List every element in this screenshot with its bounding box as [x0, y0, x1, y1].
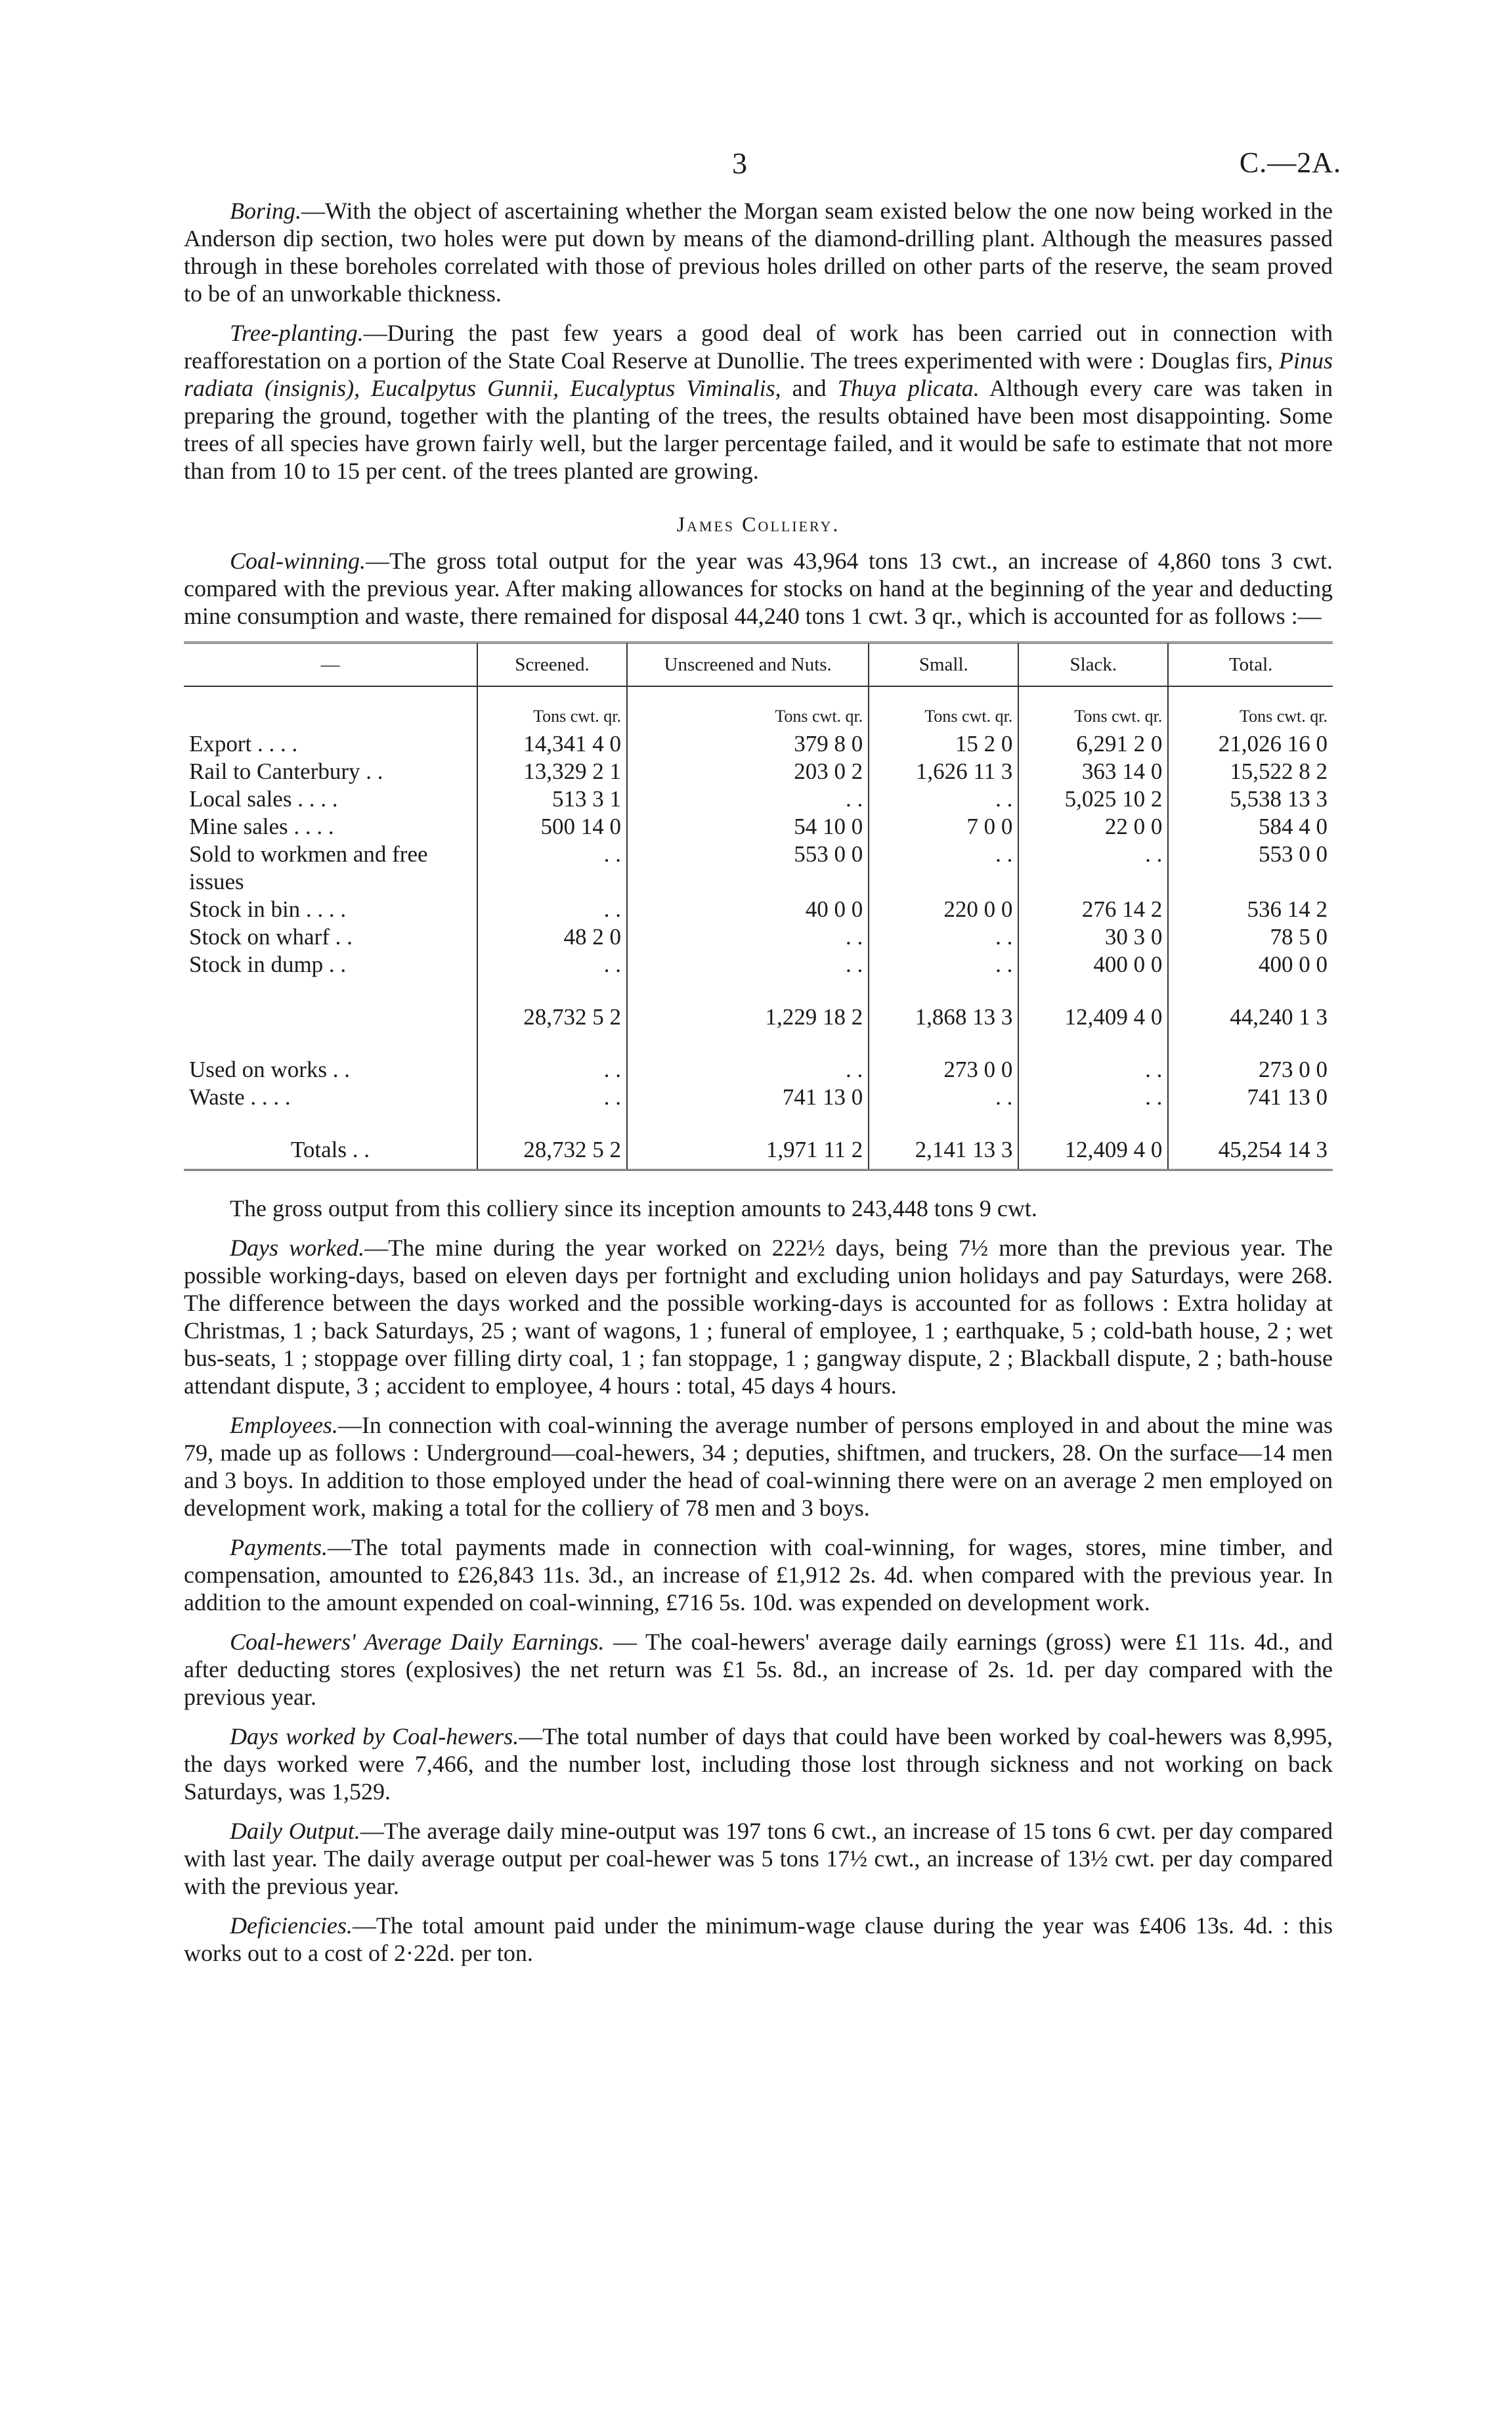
paragraph-text: —With the object of ascertaining whether the Morgan seam existed below the one now being worked in the Anderson dip section, two holes were put down by means of the diamond-drilling plant. Although the measures passed through in these boreholes correlated with those of previous holes drilled on other parts of the reserve, the seam proved to be of an unworkable thickness. [184, 198, 1333, 307]
table-cell: 276 14 2 [1018, 896, 1168, 923]
table-cell: 7 0 0 [869, 813, 1018, 841]
paragraph-lead: Coal-hewers' Average Daily Earnings. [230, 1629, 605, 1655]
totals-row [184, 1131, 1333, 1170]
paragraph-earnings [184, 1628, 1333, 1711]
paragraph-lead: Employees. [230, 1412, 338, 1438]
totals-label: Totals . . [290, 1137, 370, 1162]
units-label: Tons cwt. qr. [1018, 686, 1168, 730]
subtotal-cell: 1,868 13 3 [869, 998, 1018, 1036]
table-row [184, 923, 1333, 951]
paragraph-text: —The gross total output for the year was 43,964 tons 13 cwt., an increase of 4,860 tons 3 cwt. compared with the previous year. After making allowances for stocks on hand at the beginning of the year and deducting mine consumption and waste, there remained for disposal 44,240 tons 1 cwt. 3 qr., which is accounted for as follows :— [184, 548, 1333, 629]
row-label: Used on works . . [189, 1057, 350, 1082]
paragraph-days-worked [184, 1234, 1333, 1399]
table-cell: 15,522 8 2 [1168, 758, 1333, 785]
paragraph-lead: Coal-winning. [230, 548, 366, 574]
row-label: Stock on wharf . . [189, 924, 353, 950]
table-cell: . . [477, 1056, 627, 1084]
paragraph-text: —The total amount paid under the minimum-wage clause during the year was £406 13s. 4d. : this works out to a cost of 2·22d. per ton. [184, 1912, 1333, 1966]
paragraph-text: —During the past few years a good deal of work has been carried out in connection with reafforestation on a portion of the State Coal Reserve at Dunollie. The trees experimented with were : Douglas firs, [184, 320, 1333, 374]
paragraph-coal-winning [184, 547, 1333, 630]
table-header-row [184, 643, 1333, 687]
column-header: Small. [869, 643, 1018, 687]
row-label: Stock in dump . . [189, 952, 347, 977]
paragraph-text: —The mine during the year worked on 222½ days, being 7½ more than the previous year. The possible working-days, based on eleven days per fortnight and excluding union holidays and pay Saturdays, were 268. The difference between the days worked and the possible working-days is accounted for as follows : Extra holiday at Christmas, 1 ; back Saturdays, 25 ; want of wagons, 1 ; funeral of employee, 1 ; earthquake, 5 ; cold-bath house, 2 ; wet bus-seats, 1 ; stoppage over filling dirty coal, 1 ; fan stoppage, 1 ; gangway dispute, 2 ; Blackball dispute, 2 ; bath-house attendant dispute, 3 ; accident to employee, 4 hours : total, 45 days 4 hours. [184, 1235, 1333, 1399]
table-cell: 6,291 2 0 [1018, 730, 1168, 758]
table-cell: 400 0 0 [1168, 951, 1333, 979]
document-code: C.—2A. [1239, 146, 1341, 179]
table-cell: 513 3 1 [477, 785, 627, 813]
row-label: Waste . . . . [189, 1084, 291, 1110]
row-label: Mine sales . . . . [189, 814, 334, 839]
table-cell: 13,329 2 1 [477, 758, 627, 785]
table-cell: . . [627, 785, 869, 813]
page-body [184, 197, 1333, 1979]
table-cell: . . [477, 841, 627, 896]
table-cell: . . [1018, 1056, 1168, 1084]
totals-cell: 28,732 5 2 [477, 1131, 627, 1170]
paragraph-lead: Deficiencies. [230, 1912, 353, 1939]
column-header: — [184, 643, 477, 687]
column-header: Total. [1168, 643, 1333, 687]
table-cell: . . [1018, 841, 1168, 896]
subtotal-cell: 44,240 1 3 [1168, 998, 1333, 1036]
subtotal-cell: 28,732 5 2 [477, 998, 627, 1036]
table-spacer [184, 979, 1333, 998]
table-cell: . . [869, 951, 1018, 979]
paragraph-gross-output [184, 1195, 1333, 1222]
row-label: Rail to Canterbury . . [189, 759, 383, 784]
paragraph-lead: Daily Output. [230, 1818, 360, 1844]
paragraph-text: —In connection with coal-winning the average number of persons employed in and about the mine was 79, made up as follows : Underground—coal-hewers, 34 ; deputies, shiftmen, and truckers, 28. On the surface—14 men and 3 boys. In addition to those employed under the head of coal-winning there were on an average 2 men employed on development work, making a total for the colliery of 78 men and 3 boys. [184, 1412, 1333, 1521]
table-cell: 54 10 0 [627, 813, 869, 841]
row-label: Stock in bin . . . . [189, 896, 347, 922]
paragraph-text: The gross output from this colliery since its inception amounts to 243,448 tons 9 cwt. [230, 1195, 1037, 1221]
table-row [184, 813, 1333, 841]
table-cell: 203 0 2 [627, 758, 869, 785]
paragraph-lead: Boring. [230, 198, 302, 224]
table-cell: . . [477, 1084, 627, 1111]
table-row [184, 785, 1333, 813]
table-cell: 78 5 0 [1168, 923, 1333, 951]
totals-cell: 2,141 13 3 [869, 1131, 1018, 1170]
table-cell: . . [627, 1056, 869, 1084]
table-cell: 379 8 0 [627, 730, 869, 758]
units-label: Tons cwt. qr. [627, 686, 869, 730]
subtotal-cell: 12,409 4 0 [1018, 998, 1168, 1036]
paragraph-lead: Payments. [230, 1534, 328, 1560]
table-cell: 273 0 0 [869, 1056, 1018, 1084]
table-cell: 5,538 13 3 [1168, 785, 1333, 813]
species-names: Pinus radiata (insignis), Eucalpytus Gunnii, Eucalyptus Viminalis, [184, 347, 1333, 401]
table-row [184, 841, 1333, 896]
table-row [184, 896, 1333, 923]
table-cell: . . [477, 896, 627, 923]
table-cell: 741 13 0 [627, 1084, 869, 1111]
section-heading: James Colliery. [676, 512, 840, 536]
units-label: Tons cwt. qr. [477, 686, 627, 730]
table-spacer [184, 1036, 1333, 1056]
table-cell: 48 2 0 [477, 923, 627, 951]
table-cell: . . [869, 923, 1018, 951]
totals-cell: 12,409 4 0 [1018, 1131, 1168, 1170]
row-label: Local sales . . . . [189, 786, 338, 812]
row-label: Sold to workmen and free issues [189, 841, 428, 894]
subtotal-row [184, 998, 1333, 1036]
table-cell: 40 0 0 [627, 896, 869, 923]
paragraph-text: and [781, 375, 838, 401]
table-cell: 5,025 10 2 [1018, 785, 1168, 813]
table-cell: 363 14 0 [1018, 758, 1168, 785]
column-header: Unscreened and Nuts. [627, 643, 869, 687]
table-cell: . . [627, 951, 869, 979]
paragraph-lead: Tree-planting. [230, 320, 364, 346]
table-cell: 536 14 2 [1168, 896, 1333, 923]
table-cell: 400 0 0 [1018, 951, 1168, 979]
table-row [184, 1056, 1333, 1084]
table-cell: . . [869, 841, 1018, 896]
table-cell: . . [627, 923, 869, 951]
table-cell: 14,341 4 0 [477, 730, 627, 758]
table-cell: . . [477, 951, 627, 979]
paragraph-employees [184, 1411, 1333, 1522]
table-cell: 220 0 0 [869, 896, 1018, 923]
table-cell [184, 998, 477, 1036]
units-row [184, 686, 1333, 730]
subtotal-cell: 1,229 18 2 [627, 998, 869, 1036]
paragraph-text: —The total number of days that could have been worked by coal-hewers was 8,995, the days worked were 7,466, and the number lost, including those lost through sickness and not working on back Saturdays, was 1,529. [184, 1723, 1333, 1805]
species-names: Thuya plicata. [837, 375, 980, 401]
totals-cell: 1,971 11 2 [627, 1131, 869, 1170]
paragraph-boring [184, 197, 1333, 307]
table-cell: 553 0 0 [1168, 841, 1333, 896]
paragraph-deficiencies [184, 1912, 1333, 1967]
table-cell: 273 0 0 [1168, 1056, 1333, 1084]
table-cell: 21,026 16 0 [1168, 730, 1333, 758]
paragraph-lead: Days worked. [230, 1235, 365, 1261]
table-cell: 553 0 0 [627, 841, 869, 896]
table-cell: . . [869, 785, 1018, 813]
column-header: Screened. [477, 643, 627, 687]
table-cell: 22 0 0 [1018, 813, 1168, 841]
paragraph-tree-planting [184, 319, 1333, 485]
table-cell: . . [869, 1084, 1018, 1111]
table-row [184, 758, 1333, 785]
paragraph-text: —The average daily mine-output was 197 tons 6 cwt., an increase of 15 tons 6 cwt. per day compared with last year. The daily average output per coal-hewer was 5 tons 17½ cwt., an increase of 13½ cwt. per day compared with the previous year. [184, 1818, 1333, 1899]
paragraph-payments [184, 1533, 1333, 1616]
table-cell: 741 13 0 [1168, 1084, 1333, 1111]
paragraph-text: Although every care was taken in preparing the ground, together with the planting of the trees, the results obtained have been most disappointing. Some trees of all species have grown fairly well, but the larger percentage failed, and it would be safe to estimate that not more than from 10 to 15 per cent. of the trees planted are growing. [184, 375, 1333, 484]
table-cell: 500 14 0 [477, 813, 627, 841]
page-number: 3 [732, 146, 747, 180]
units-label: Tons cwt. qr. [1168, 686, 1333, 730]
table-cell [184, 686, 477, 730]
table-cell: 1,626 11 3 [869, 758, 1018, 785]
table-row [184, 951, 1333, 979]
totals-cell: 45,254 14 3 [1168, 1131, 1333, 1170]
table-row [184, 730, 1333, 758]
row-label: Export . . . . [189, 731, 298, 757]
output-table [184, 642, 1333, 1171]
table-cell: 15 2 0 [869, 730, 1018, 758]
table-cell: . . [1018, 1084, 1168, 1111]
table-row [184, 1084, 1333, 1111]
table-spacer [184, 1111, 1333, 1131]
table-cell: 30 3 0 [1018, 923, 1168, 951]
units-label: Tons cwt. qr. [869, 686, 1018, 730]
paragraph-daily-output [184, 1817, 1333, 1900]
column-header: Slack. [1018, 643, 1168, 687]
paragraph-lead: Days worked by Coal-hewers. [230, 1723, 519, 1749]
table-cell: 584 4 0 [1168, 813, 1333, 841]
paragraph-text: — The coal-hewers' average daily earnings (gross) were £1 11s. 4d., and after deducting stores (explosives) the net return was £1 5s. 8d., an increase of 2s. 1d. per day compared with the previous year. [184, 1629, 1333, 1710]
paragraph-days-worked-hewers [184, 1723, 1333, 1805]
paragraph-text: —The total payments made in connection with coal-winning, for wages, stores, mine timber, and compensation, amounted to £26,843 11s. 3d., an increase of £1,912 2s. 4d. when compared with the previous year. In addition to the amount expended on coal-winning, £716 5s. 10d. was expended on development work. [184, 1534, 1333, 1616]
